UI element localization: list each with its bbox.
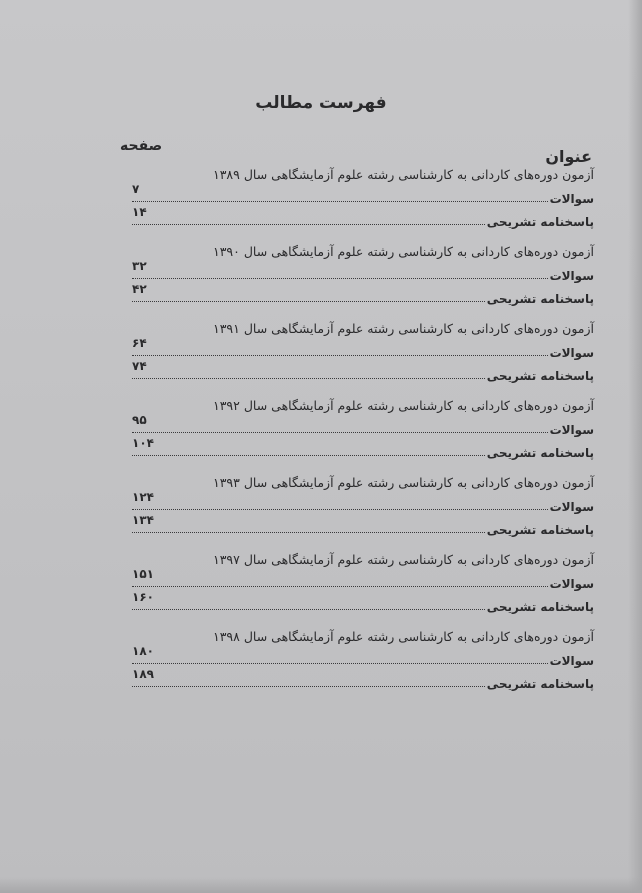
toc-entry-label: سوالات xyxy=(549,654,594,668)
exam-heading: آزمون دوره‌های کاردانی به کارشناسی رشته علوم آزمایشگاهی سال ۱۳۹۳ xyxy=(213,475,594,490)
exam-heading: آزمون دوره‌های کاردانی به کارشناسی رشته علوم آزمایشگاهی سال ۱۳۹۰ xyxy=(213,244,594,259)
toc-entry-answers xyxy=(132,590,594,614)
page-number: ۱۶۰ xyxy=(132,590,154,604)
page-number: ۱۲۴ xyxy=(132,490,154,504)
page-number: ۷ xyxy=(132,182,140,196)
toc-entry-answers xyxy=(132,282,594,306)
dot-leader xyxy=(132,586,548,587)
dot-leader xyxy=(132,686,485,687)
toc-entry-label: پاسخنامه تشریحی xyxy=(486,523,594,537)
dot-leader xyxy=(132,278,548,279)
exam-heading: آزمون دوره‌های کاردانی به کارشناسی رشته علوم آزمایشگاهی سال ۱۳۹۸ xyxy=(213,629,594,644)
page-number: ۹۵ xyxy=(132,413,147,427)
toc-entry-questions xyxy=(132,413,594,437)
dot-leader xyxy=(132,509,548,510)
toc-entry-label: سوالات xyxy=(549,577,594,591)
toc-entry-questions xyxy=(132,259,594,283)
dot-leader xyxy=(132,378,485,379)
toc-entry-label: سوالات xyxy=(549,423,594,437)
toc-entry-questions xyxy=(132,336,594,360)
page-number: ۱۳۴ xyxy=(132,513,154,527)
toc-entry-questions xyxy=(132,182,594,206)
toc-entry-answers xyxy=(132,667,594,691)
column-header-page: صفحه xyxy=(120,138,163,154)
toc-entry-label: سوالات xyxy=(549,269,594,283)
exam-heading: آزمون دوره‌های کاردانی به کارشناسی رشته علوم آزمایشگاهی سال ۱۳۸۹ xyxy=(213,167,594,182)
page-number: ۶۴ xyxy=(132,336,147,350)
dot-leader xyxy=(132,355,548,356)
dot-leader xyxy=(132,301,485,302)
page-number: ۱۸۹ xyxy=(132,667,154,681)
page-number: ۳۲ xyxy=(132,259,147,273)
toc-entry-label: پاسخنامه تشریحی xyxy=(486,446,594,460)
exam-heading: آزمون دوره‌های کاردانی به کارشناسی رشته علوم آزمایشگاهی سال ۱۳۹۷ xyxy=(213,552,594,567)
toc-entry-label: سوالات xyxy=(549,192,594,206)
page-number: ۱۰۴ xyxy=(132,436,154,450)
dot-leader xyxy=(132,609,485,610)
page-title: فهرست مطالب xyxy=(255,93,387,113)
page-number: ۷۴ xyxy=(132,359,147,373)
toc-entry-label: سوالات xyxy=(549,500,594,514)
exam-heading: آزمون دوره‌های کاردانی به کارشناسی رشته علوم آزمایشگاهی سال ۱۳۹۲ xyxy=(213,398,594,413)
toc-entry-label: پاسخنامه تشریحی xyxy=(486,369,594,383)
dot-leader xyxy=(132,201,548,202)
page-number: ۱۵۱ xyxy=(132,567,154,581)
toc-entry-label: پاسخنامه تشریحی xyxy=(486,292,594,306)
toc-entry-answers xyxy=(132,205,594,229)
page-number: ۱۸۰ xyxy=(132,644,154,658)
toc-entry-answers xyxy=(132,436,594,460)
toc-entry-label: پاسخنامه تشریحی xyxy=(486,600,594,614)
column-header-title: عنوان xyxy=(545,147,592,166)
toc-entry-label: پاسخنامه تشریحی xyxy=(486,677,594,691)
toc-entry-answers xyxy=(132,513,594,537)
page-number: ۴۲ xyxy=(132,282,147,296)
exam-heading: آزمون دوره‌های کاردانی به کارشناسی رشته علوم آزمایشگاهی سال ۱۳۹۱ xyxy=(213,321,594,336)
page-number: ۱۴ xyxy=(132,205,147,219)
toc-entry-questions xyxy=(132,490,594,514)
toc-entry-answers xyxy=(132,359,594,383)
toc-entry-label: پاسخنامه تشریحی xyxy=(486,215,594,229)
dot-leader xyxy=(132,532,485,533)
dot-leader xyxy=(132,224,485,225)
dot-leader xyxy=(132,432,548,433)
dot-leader xyxy=(132,663,548,664)
toc-entry-label: سوالات xyxy=(549,346,594,360)
toc-entry-questions xyxy=(132,567,594,591)
toc-entry-questions xyxy=(132,644,594,668)
dot-leader xyxy=(132,455,485,456)
